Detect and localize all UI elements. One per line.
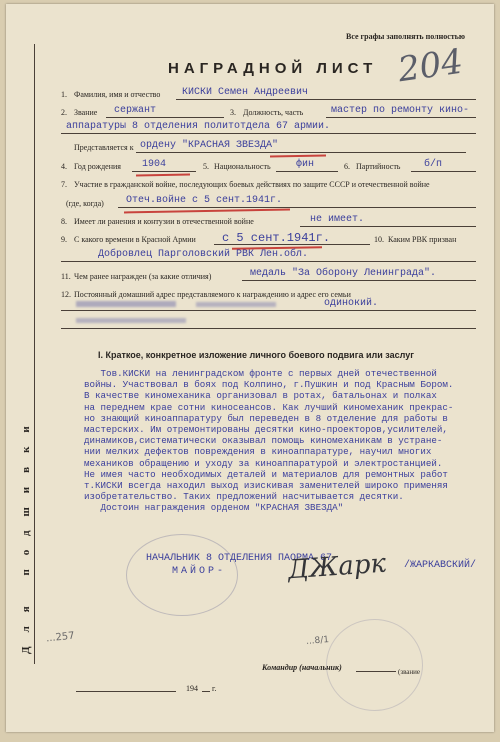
field-12-line-2: [61, 328, 476, 329]
red-underline: [124, 209, 290, 214]
redacted-address: [76, 301, 176, 307]
field-8-line: [300, 226, 476, 227]
paragraph-line: Тов.КИСКИ на ленинградском фронте с первых дней отечественной: [84, 368, 437, 379]
field-6-value: б/п: [424, 159, 443, 170]
field-6-num: 6.: [344, 162, 350, 171]
field-12-line: [61, 310, 476, 311]
binding-line: [34, 44, 35, 664]
redacted-address: [76, 318, 186, 323]
pencil-note: ...257: [45, 630, 76, 645]
paragraph-line: В качестве киномеханика организовал в ротах, батальонах и полках: [84, 390, 437, 402]
binding-label: Для подшивки: [20, 412, 32, 654]
field-4-line: [132, 171, 196, 172]
field-3-value: мастер по ремонту кино-: [331, 105, 470, 116]
commander-line: [356, 671, 396, 672]
field-7-value: Отеч.войне с 5 сент.1941г.: [126, 195, 283, 206]
date-year: 194: [186, 684, 198, 693]
paragraph-line: на переднем крае сотни киносеансов. Как лучший киномеханик прекрас-: [84, 401, 454, 413]
redacted-address: [196, 302, 276, 307]
paragraph-line: нии мелких дефектов повреждения в киноаппаратуре, научил многих: [84, 446, 432, 458]
field-6-line: [411, 171, 476, 172]
paragraph-line: войны. Участвовал в боях под Колпино, г.Пушкин и под Красным Бором.: [84, 379, 454, 391]
section-heading: I. Краткое, конкретное изложение личного боевого подвига или заслуг: [98, 350, 414, 360]
date-year-line: [202, 691, 210, 692]
field-2-value: сержант: [114, 105, 157, 116]
award-sheet: [6, 4, 494, 732]
paragraph-line: механиков обращению и уходу за киноаппаратурой и электростанцией.: [84, 457, 443, 469]
nominated-value: ордену "КРАСНАЯ ЗВЕЗДА": [140, 140, 279, 151]
field-7-num: 7.: [61, 180, 67, 189]
binding-margin: [12, 44, 38, 664]
paragraph-line: т.КИСКИ всегда находил выход изискивая заменителей широко применяя: [84, 480, 448, 492]
page-title: НАГРАДНОЙ ЛИСТ: [168, 60, 378, 77]
handwritten-signature: ДЖарк: [287, 548, 387, 586]
field-11-num: 11.: [61, 272, 71, 281]
field-7-label-cont: (где, когда): [66, 199, 104, 208]
nominated-label: Представляется к: [74, 143, 134, 152]
field-3-line: [326, 117, 476, 118]
field-11-value: медаль "За Оборону Ленинграда".: [250, 268, 437, 279]
signer-position: НАЧАЛЬНИК 8 ОТДЕЛЕНИЯ ПАОРМА 67: [146, 553, 333, 564]
signer-name: /ЖАРКАВСКИЙ/: [404, 560, 477, 571]
paragraph-line: изобретательство. Таких предложений насчитывается десятки.: [84, 491, 404, 503]
field-10-num: 10.: [374, 235, 384, 244]
merit-description: [84, 368, 484, 514]
paragraph-line: динамиков,систематически оказывал помощь киномеханикам в устране-: [84, 435, 443, 447]
field-9-value: с 5 сент.1941г.: [222, 231, 331, 245]
red-underline: [136, 174, 190, 177]
field-3-value-cont: аппаратуры 8 отделения политотдела 67 армии.: [66, 121, 331, 132]
paragraph-line: мастерских. Им отремонтированы десятки кино-проекторов,усилителей,: [84, 424, 448, 436]
signer-rank: МАЙОР-: [172, 566, 227, 577]
field-8-label: Имеет ли ранения и контузии в отечественной войне: [74, 217, 254, 226]
field-5-line: [276, 171, 338, 172]
field-2-num: 2.: [61, 108, 67, 117]
field-2-label: Звание: [74, 108, 98, 117]
field-8-value: не имеет.: [310, 214, 365, 225]
field-10-line: [61, 261, 476, 262]
paragraph-line: Достоин награждения орденом "КРАСНАЯ ЗВЕЗДА": [84, 502, 344, 514]
field-7-label: Участие в гражданской войне, последующих боевых действиях по защите СССР и отечественной войне: [74, 180, 430, 189]
field-12-label: Постоянный домашний адрес представляемого к награждению и адрес его семьи: [74, 290, 351, 299]
field-9-line: [214, 244, 370, 245]
paragraph-line: но знающий киноаппаратуру был переведен в 8 отделение для работы в: [84, 412, 448, 424]
rank-label: (звание: [398, 668, 421, 676]
field-12-value: одинокий.: [324, 298, 379, 309]
field-11-label: Чем ранее награжден (за какие отличия): [74, 272, 212, 281]
field-1-line: [176, 99, 476, 100]
field-8-num: 8.: [61, 217, 67, 226]
commander-label: Командир (начальник): [262, 663, 342, 672]
field-4-label: Год рождения: [74, 162, 121, 171]
field-1-value: КИСКИ Семен Андреевич: [182, 87, 309, 98]
field-9-num: 9.: [61, 235, 67, 244]
field-1-num: 1.: [61, 90, 67, 99]
field-1-label: Фамилия, имя и отчество: [74, 90, 161, 99]
field-5-label: Национальность: [214, 162, 271, 171]
field-6-label: Партийность: [356, 162, 401, 171]
date-end: г.: [212, 684, 217, 693]
field-4-value: 1904: [142, 159, 167, 170]
field-5-num: 5.: [203, 162, 209, 171]
paragraph-line: Не имея часто необходимых деталей и материалов для ремонтных работ: [84, 468, 448, 480]
handwritten-number: 204: [395, 41, 466, 91]
field-5-value: фин: [296, 159, 315, 170]
red-underline: [270, 155, 326, 158]
field-3-line-cont: [61, 133, 476, 134]
field-2-line: [106, 117, 224, 118]
field-10-value: Добровлец Парголовский РВК Лен.обл.: [98, 249, 309, 260]
date-line: [76, 691, 176, 692]
field-11-line: [242, 280, 476, 281]
field-10-label: Каким РВК призван: [388, 235, 457, 244]
field-7-line: [118, 207, 476, 208]
field-12-num: 12.: [61, 290, 71, 299]
field-9-label: С какого времени в Красной Армии: [74, 235, 196, 244]
pencil-note: ...8/1: [305, 635, 330, 647]
field-4-num: 4.: [61, 162, 67, 171]
field-3-label: Должность, часть: [243, 108, 304, 117]
nominated-line: [136, 152, 466, 153]
field-3-num: 3.: [230, 108, 236, 117]
fill-all-note: Все графы заполнять полностью: [346, 32, 466, 41]
